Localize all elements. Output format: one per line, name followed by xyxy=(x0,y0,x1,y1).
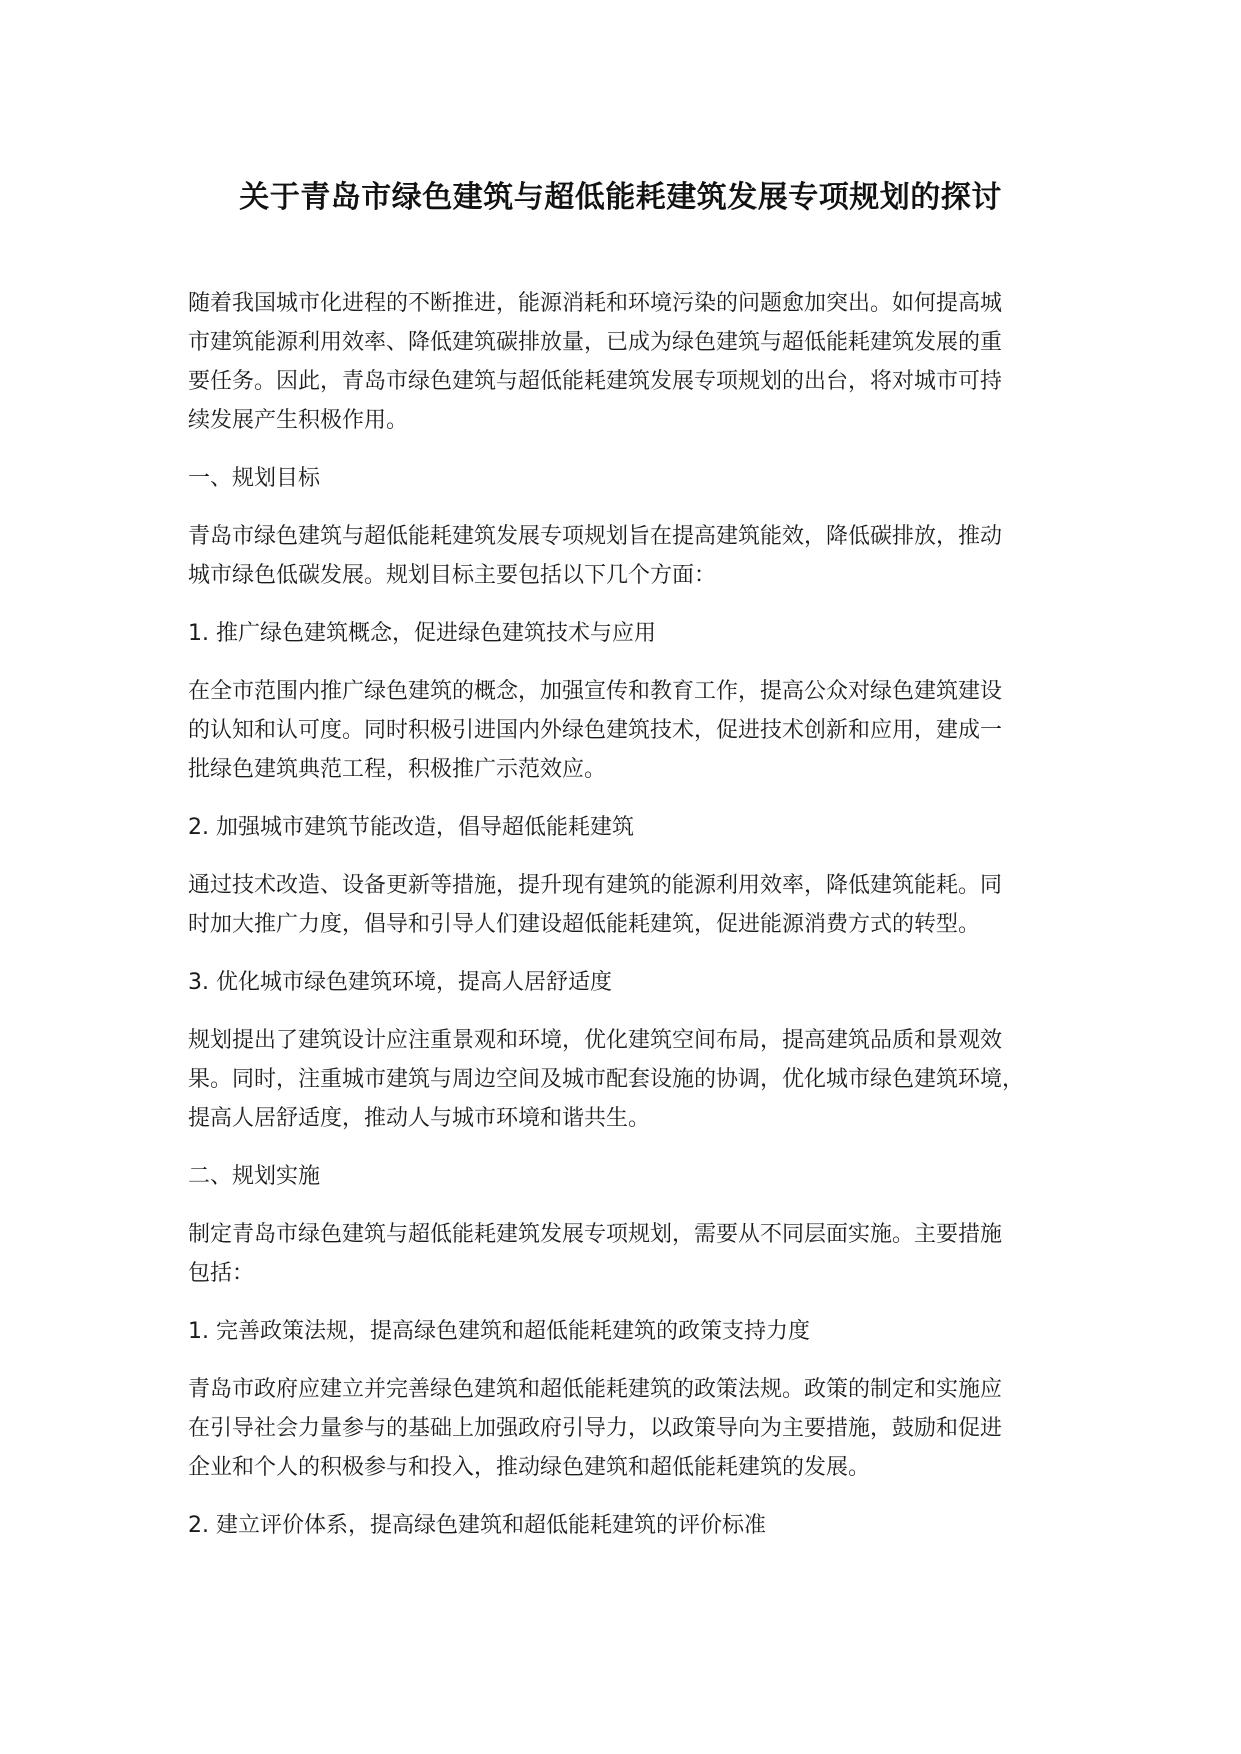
measure-1-paragraph: 青岛市政府应建立并完善绿色建筑和超低能耗建筑的政策法规。政策的制定和实施应 在引导社会力量参与的基础上加强政府引导力，以政策导向为主要措施，鼓励和促进 企业和个人的积极参与和投入，推动绿色建筑和超低能耗建筑的发展。 xyxy=(188,1377,1003,1480)
goal-2-paragraph: 通过技术改造、设备更新等措施，提升现有建筑的能源利用效率，降低建筑能耗。同 时加大推广力度，倡导和引导人们建设超低能耗建筑，促进能源消费方式的转型。 xyxy=(188,873,1003,937)
goal-1-heading: 1. 推广绿色建筑概念，促进绿色建筑技术与应用 xyxy=(188,621,656,646)
goal-3-paragraph: 规划提出了建筑设计应注重景观和环境，优化建筑空间布局，提高建筑品质和景观效 果。同时，注重城市建筑与周边空间及城市配套设施的协调，优化城市绿色建筑环境， 提高人居舒适度，推动人与城市环境和谐共生。 xyxy=(188,1028,1025,1131)
intro-paragraph: 随着我国城市化进程的不断推进，能源消耗和环境污染的问题愈加突出。如何提高城 市建筑能源利用效率、降低建筑碳排放量，已成为绿色建筑与超低能耗建筑发展的重 要任务。因此，青岛市绿色建筑与超低能耗建筑发展专项规划的出台，将对城市可持 续发展产生积极作用。 xyxy=(188,291,1003,433)
implementation-paragraph: 制定青岛市绿色建筑与超低能耗建筑发展专项规划，需要从不同层面实施。主要措施 包括： xyxy=(188,1222,1003,1286)
goal-2-heading: 2. 加强城市建筑节能改造，倡导超低能耗建筑 xyxy=(188,815,634,840)
measure-1-heading: 1. 完善政策法规，提高绿色建筑和超低能耗建筑的政策支持力度 xyxy=(188,1319,810,1344)
goal-1-paragraph: 在全市范围内推广绿色建筑的概念，加强宣传和教育工作，提高公众对绿色建筑建设 的认知和认可度。同时积极引进国内外绿色建筑技术，促进技术创新和应用，建成一 批绿色建筑典范工程，积极推广示范效应。 xyxy=(188,679,1003,782)
document-body xyxy=(188,284,1078,1564)
document-title: 关于青岛市绿色建筑与超低能耗建筑发展专项规划的探讨 xyxy=(239,180,1002,215)
measure-2-heading: 2. 建立评价体系，提高绿色建筑和超低能耗建筑的评价标准 xyxy=(188,1513,766,1538)
goal-3-heading: 3. 优化城市绿色建筑环境，提高人居舒适度 xyxy=(188,970,612,995)
section-heading-goals: 一、规划目标 xyxy=(188,466,321,491)
goals-paragraph: 青岛市绿色建筑与超低能耗建筑发展专项规划旨在提高建筑能效，降低碳排放，推动 城市绿色低碳发展。规划目标主要包括以下几个方面： xyxy=(188,524,1003,588)
section-heading-implementation: 二、规划实施 xyxy=(188,1164,321,1189)
